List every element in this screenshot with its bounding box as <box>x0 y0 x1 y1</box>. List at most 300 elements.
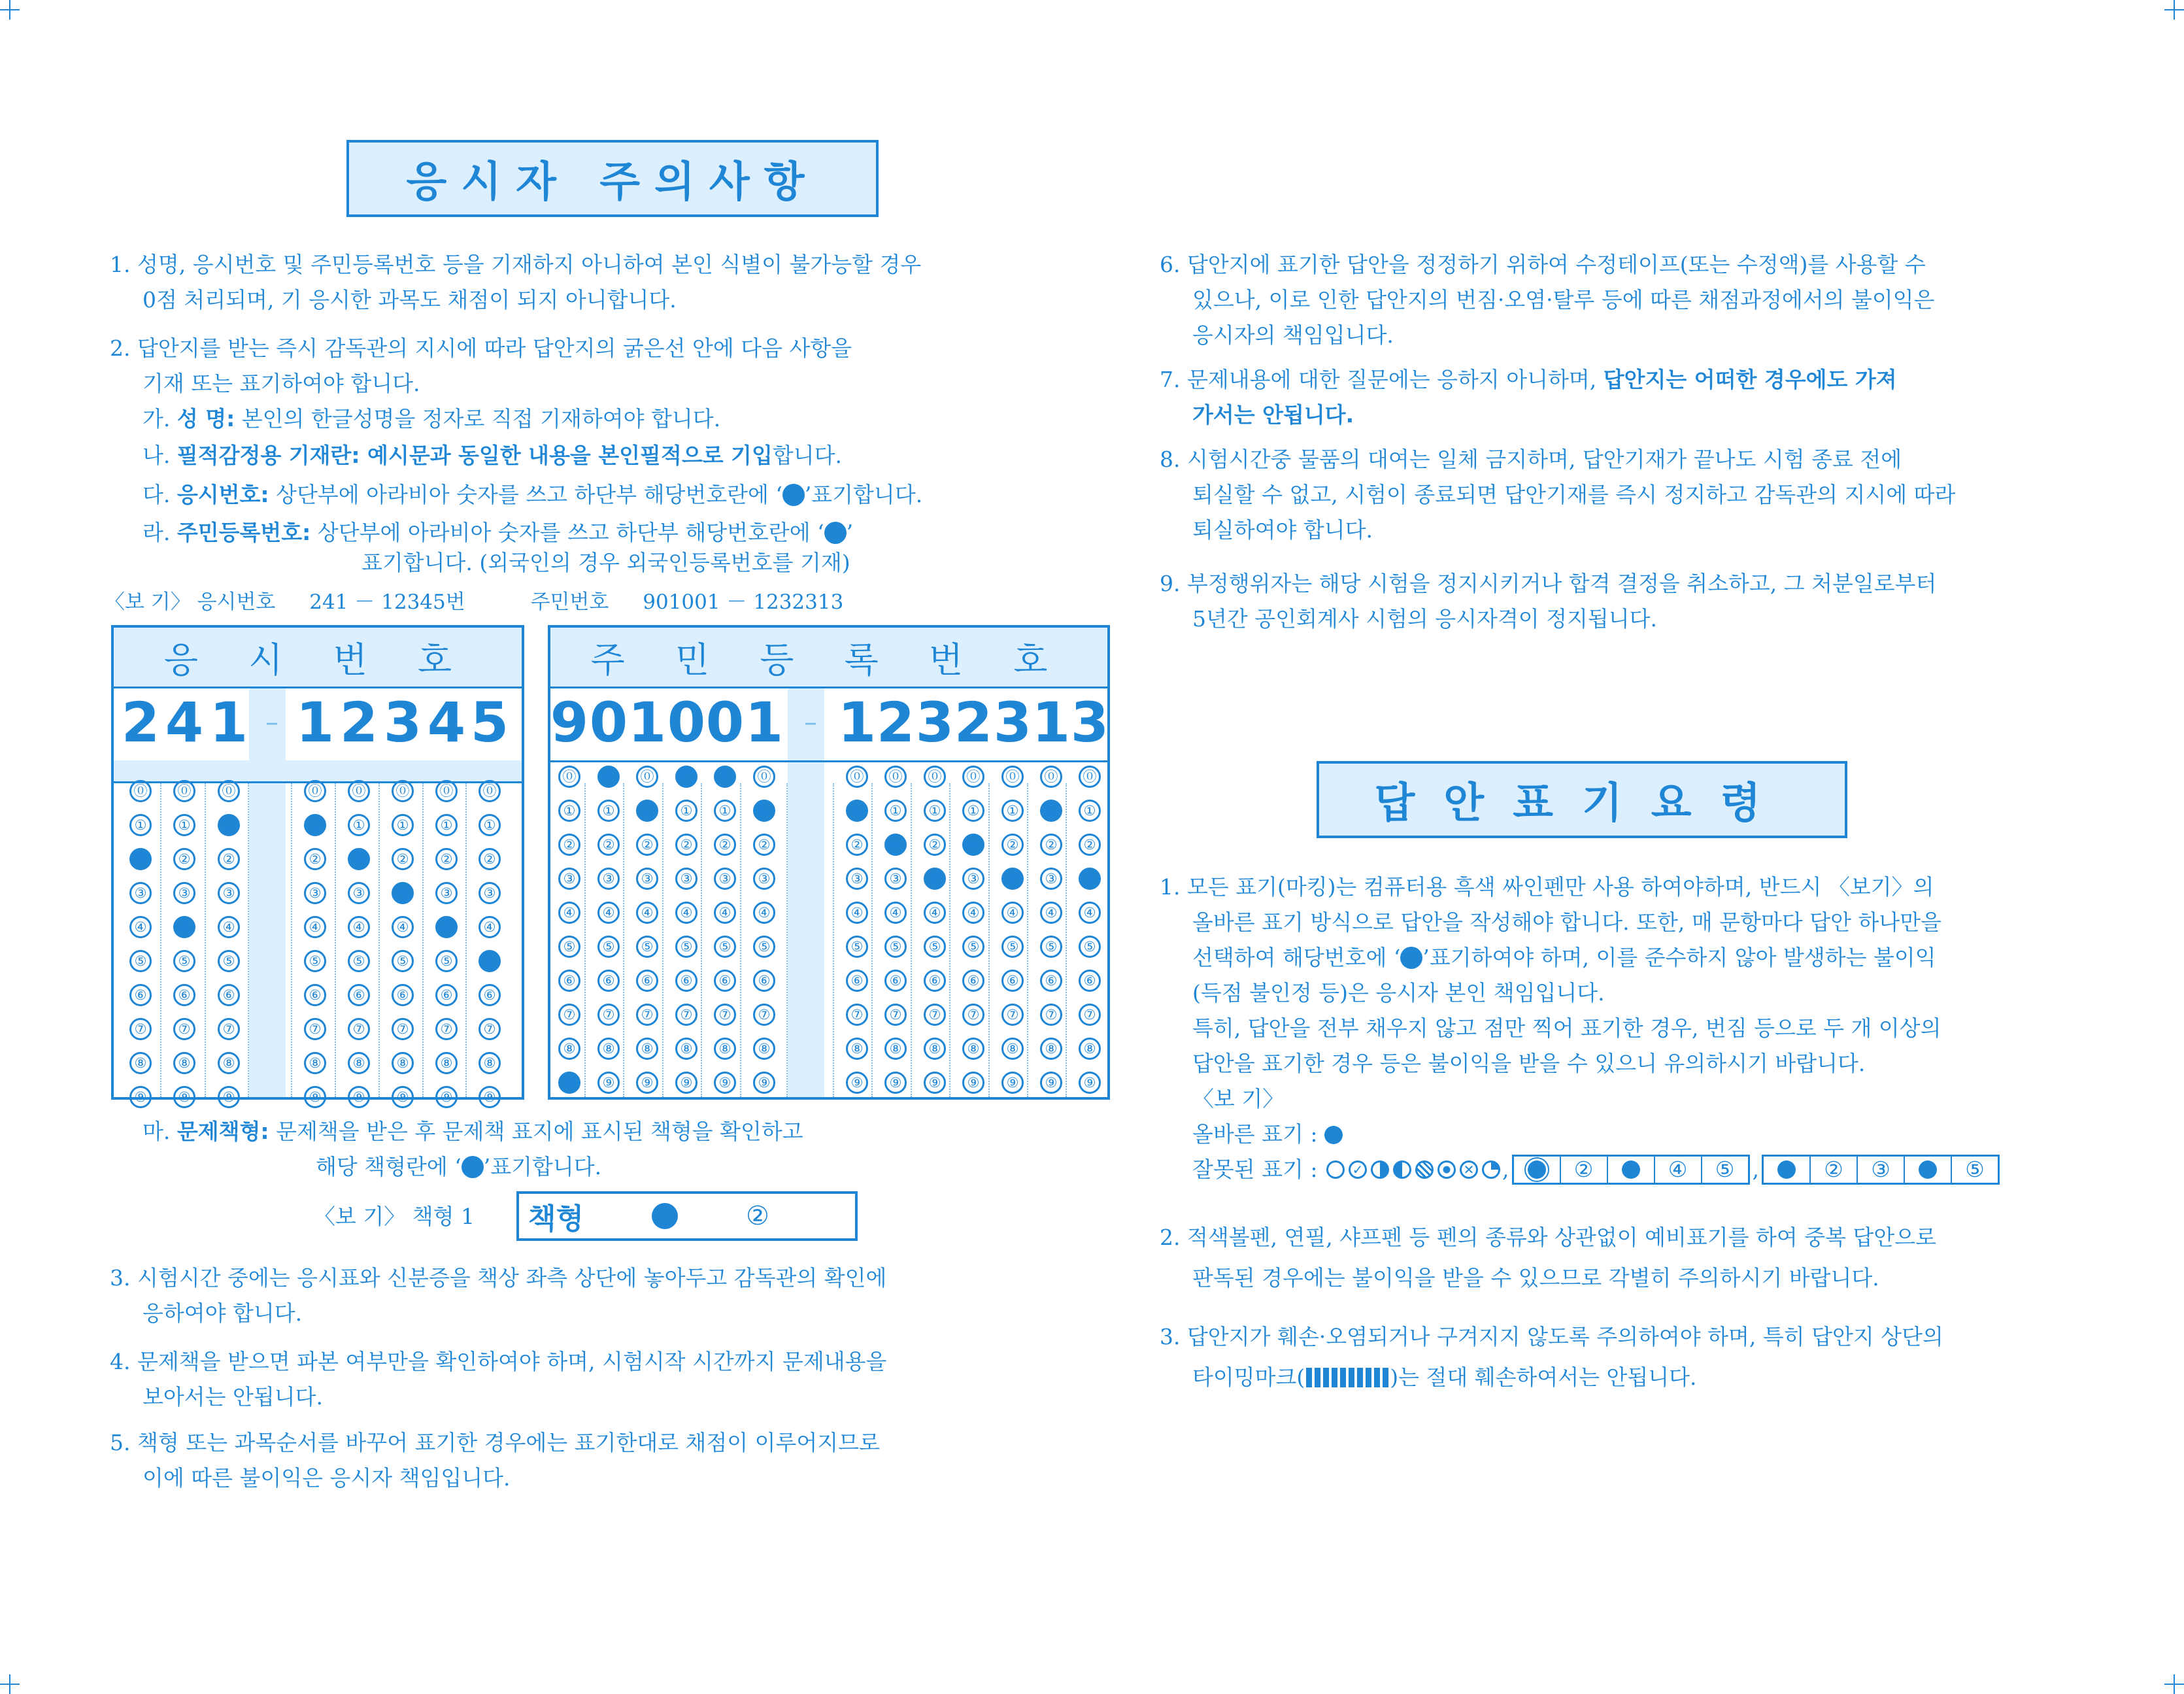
answer-bubble[interactable]: ④ <box>348 916 370 938</box>
answer-bubble[interactable]: ⑥ <box>173 984 195 1006</box>
answer-bubble[interactable]: ⑥ <box>392 984 414 1006</box>
answer-bubble[interactable]: ⑤ <box>675 936 697 958</box>
booklet-example-box <box>516 1191 858 1241</box>
answer-bubble[interactable]: ⑦ <box>846 1004 868 1026</box>
group-cell <box>1905 1157 1952 1183</box>
answer-bubble[interactable]: ② <box>714 834 736 856</box>
column-divider <box>662 783 664 1097</box>
crop-mark <box>0 0 20 20</box>
answer-bubble[interactable]: ⑥ <box>479 984 501 1006</box>
filled-bubble[interactable]: ① <box>304 814 326 836</box>
rrn-omr <box>548 625 1110 1100</box>
column-divider <box>740 783 741 1097</box>
answer-bubble[interactable]: ⑧ <box>1001 1038 1024 1060</box>
answer-bubble[interactable]: ⑤ <box>924 936 946 958</box>
answer-bubble[interactable]: ④ <box>1001 902 1024 924</box>
notice-item-8 <box>1160 442 1955 548</box>
sub-text: 상단부에 아라비아 숫자를 쓰고 하단부 해당번호란에 ‘ <box>269 482 782 507</box>
answer-bubble[interactable]: ③ <box>173 882 195 904</box>
handwritten-digit: 0 <box>705 690 745 754</box>
answer-bubble[interactable]: ⓪ <box>129 780 152 802</box>
group-cell <box>1608 1157 1655 1183</box>
answer-bubble[interactable]: ⑥ <box>218 984 240 1006</box>
answer-bubble[interactable]: ⑧ <box>348 1052 370 1074</box>
answer-bubble[interactable]: ① <box>435 814 458 836</box>
answer-bubble[interactable]: ⑤ <box>558 936 580 958</box>
sub-text: 합니다. <box>772 443 842 468</box>
answer-bubble[interactable]: ⑧ <box>1040 1038 1062 1060</box>
answer-bubble[interactable]: ⑦ <box>714 1004 736 1026</box>
answer-bubble[interactable]: ⑦ <box>435 1018 458 1040</box>
answer-bubble[interactable]: ② <box>392 848 414 870</box>
answer-bubble[interactable]: ④ <box>846 902 868 924</box>
answer-bubble[interactable]: ⓪ <box>846 766 868 788</box>
answer-bubble[interactable]: ⑧ <box>1079 1038 1101 1060</box>
answer-bubble[interactable]: ① <box>1001 800 1024 822</box>
answer-bubble[interactable]: ③ <box>129 882 152 904</box>
filled-bubble[interactable]: ③ <box>1079 868 1101 890</box>
answer-bubble[interactable]: ③ <box>884 868 907 890</box>
handwritten-digit: 2 <box>954 690 993 754</box>
answer-bubble[interactable]: ② <box>304 848 326 870</box>
answer-bubble[interactable]: ① <box>348 814 370 836</box>
filled-bubble[interactable]: ⓪ <box>675 766 697 788</box>
answer-bubble[interactable]: ⑦ <box>129 1018 152 1040</box>
text-segment-bold: 가서는 안됩니다. <box>1192 402 1354 428</box>
filled-bubble[interactable]: ② <box>348 848 370 870</box>
answer-bubble[interactable]: ⑨ <box>435 1086 458 1108</box>
answer-bubble[interactable]: ④ <box>636 902 658 924</box>
answer-bubble[interactable]: ⓪ <box>1079 766 1101 788</box>
handwritten-digit: 3 <box>993 690 1032 754</box>
filled-bubble[interactable]: ① <box>1040 800 1062 822</box>
filled-bubble[interactable]: ① <box>846 800 868 822</box>
answer-bubble[interactable]: ⑤ <box>753 936 775 958</box>
answer-bubble[interactable]: ⑤ <box>846 936 868 958</box>
answer-bubble[interactable]: ⑨ <box>173 1086 195 1108</box>
dot-in-circle-icon <box>1437 1160 1456 1179</box>
answer-bubble[interactable]: ⑨ <box>714 1072 736 1094</box>
marking-guide-title <box>1317 761 1847 838</box>
crop-mark <box>0 1674 20 1694</box>
example-rrn: 901001 － 1232313 <box>643 590 844 614</box>
answer-bubble[interactable]: ② <box>636 834 658 856</box>
filled-mark-icon <box>652 1203 678 1229</box>
page-title <box>346 140 879 217</box>
answer-bubble[interactable]: ⑧ <box>129 1052 152 1074</box>
answer-bubble[interactable]: ⑤ <box>1079 936 1101 958</box>
answer-bubble[interactable]: ⑧ <box>558 1038 580 1060</box>
answer-bubble[interactable]: ③ <box>675 868 697 890</box>
answer-bubble[interactable]: ③ <box>304 882 326 904</box>
answer-bubble[interactable]: ⑧ <box>714 1038 736 1060</box>
answer-bubble[interactable]: ⑦ <box>675 1004 697 1026</box>
answer-bubble[interactable]: ⑤ <box>597 936 620 958</box>
answer-bubble[interactable]: ⑦ <box>636 1004 658 1026</box>
answer-bubble[interactable]: ⑥ <box>636 970 658 992</box>
answer-bubble[interactable]: ⑤ <box>884 936 907 958</box>
answer-bubble[interactable]: ⑧ <box>173 1052 195 1074</box>
answer-bubble[interactable]: ① <box>392 814 414 836</box>
text-line: 있으나, 이로 인한 답안지의 번짐·오염·탈루 등에 따른 채점과정에서의 불이익은 <box>1192 287 1935 313</box>
text-line: 8. 시험시간중 물품의 대여는 일체 금지하며, 답안기재가 끝나도 시험 종료 전에 <box>1160 447 1902 472</box>
answer-bubble[interactable]: ⑥ <box>348 984 370 1006</box>
filled-bubble[interactable]: ① <box>218 814 240 836</box>
answer-bubble[interactable]: ⑨ <box>218 1086 240 1108</box>
answer-bubble[interactable]: ⓪ <box>348 780 370 802</box>
sub-item-ma <box>143 1114 803 1185</box>
answer-bubble[interactable]: ④ <box>884 902 907 924</box>
answer-bubble[interactable]: ③ <box>558 868 580 890</box>
answer-bubble[interactable]: ⑤ <box>348 950 370 972</box>
answer-bubble[interactable]: ① <box>173 814 195 836</box>
answer-bubble[interactable]: ⑨ <box>479 1086 501 1108</box>
handwritten-digit: 3 <box>915 690 954 754</box>
answer-bubble[interactable]: ③ <box>962 868 984 890</box>
filled-bubble[interactable]: ② <box>884 834 907 856</box>
wrong-mark-line: 잘못된 표기 : ✓ ✕ , ② ④ ⑤ , ② ③ ⑤ <box>1160 1152 2002 1187</box>
answer-bubble[interactable]: ⑧ <box>435 1052 458 1074</box>
filled-bubble[interactable]: ① <box>753 800 775 822</box>
answer-bubble[interactable]: ⑨ <box>1040 1072 1062 1094</box>
answer-bubble[interactable]: ⑧ <box>636 1038 658 1060</box>
answer-bubble[interactable]: ⑤ <box>304 950 326 972</box>
answer-bubble[interactable]: ⑤ <box>636 936 658 958</box>
column-divider <box>465 783 467 1097</box>
answer-bubble[interactable]: ① <box>597 800 620 822</box>
answer-bubble[interactable]: ④ <box>129 916 152 938</box>
answer-bubble[interactable]: ④ <box>1079 902 1101 924</box>
answer-bubble[interactable]: ⓪ <box>479 780 501 802</box>
timing-mark-icon <box>1305 1364 1390 1390</box>
crop-mark <box>2164 0 2184 20</box>
answer-bubble[interactable]: ① <box>1079 800 1101 822</box>
sub-prefix: 가. <box>143 406 177 432</box>
answer-bubble[interactable]: ② <box>924 834 946 856</box>
answer-bubble[interactable]: ③ <box>597 868 620 890</box>
answer-bubble[interactable]: ② <box>479 848 501 870</box>
column-divider <box>291 783 292 1097</box>
rrn-title: 주 민 등 록 번 호 <box>550 628 1107 688</box>
answer-bubble[interactable]: ④ <box>479 916 501 938</box>
answer-bubble[interactable]: ② <box>173 848 195 870</box>
filled-bubble[interactable]: ③ <box>924 868 946 890</box>
answer-bubble[interactable]: ① <box>714 800 736 822</box>
answer-bubble[interactable]: ③ <box>1040 868 1062 890</box>
answer-bubble[interactable]: ⑥ <box>1079 970 1101 992</box>
text-line <box>1160 940 2002 975</box>
answer-bubble[interactable]: ⑦ <box>558 1004 580 1026</box>
filled-bubble[interactable]: ④ <box>435 916 458 938</box>
text-line: (득점 불인정 등)은 응시자 본인 책임입니다. <box>1192 980 1605 1006</box>
filled-bubble[interactable]: ② <box>962 834 984 856</box>
answer-bubble[interactable]: ② <box>1001 834 1024 856</box>
group-cell: ⑤ <box>1965 1157 1985 1182</box>
text-line: 0점 처리되며, 기 응시한 과목도 채점이 되지 아니합니다. <box>143 287 677 313</box>
answer-bubble[interactable]: ⑧ <box>218 1052 240 1074</box>
answer-bubble[interactable]: ⑥ <box>962 970 984 992</box>
answer-bubble[interactable]: ② <box>675 834 697 856</box>
answer-bubble[interactable]: ⑨ <box>392 1086 414 1108</box>
answer-bubble[interactable]: ⑤ <box>218 950 240 972</box>
answer-bubble[interactable]: ⑦ <box>173 1018 195 1040</box>
overfilled-mark-icon <box>1528 1160 1546 1179</box>
text-line: 보아서는 안됩니다. <box>143 1384 324 1410</box>
filled-bubble[interactable]: ② <box>129 848 152 870</box>
answer-bubble[interactable]: ⑧ <box>924 1038 946 1060</box>
answer-bubble[interactable]: ⑤ <box>392 950 414 972</box>
answer-bubble[interactable]: ③ <box>753 868 775 890</box>
column-divider <box>160 783 161 1097</box>
filled-mark-icon <box>782 484 805 506</box>
answer-bubble[interactable]: ⑧ <box>304 1052 326 1074</box>
sub-prefix: 마. <box>143 1119 177 1144</box>
answer-bubble[interactable]: ② <box>558 834 580 856</box>
answer-bubble[interactable]: ⑨ <box>962 1072 984 1094</box>
filled-bubble[interactable]: ④ <box>173 916 195 938</box>
answer-bubble[interactable]: ③ <box>636 868 658 890</box>
wrong-group-2 <box>1762 1155 2000 1185</box>
correct-mark-line <box>1160 1117 2002 1152</box>
answer-bubble[interactable]: ④ <box>558 902 580 924</box>
answer-bubble[interactable]: ⑦ <box>1079 1004 1101 1026</box>
answer-bubble[interactable]: ⑥ <box>1001 970 1024 992</box>
text-segment: )는 절대 훼손하여서는 안됩니다. <box>1390 1364 1697 1390</box>
answer-bubble[interactable]: ① <box>479 814 501 836</box>
notice-item-7 <box>1160 362 1897 433</box>
column-divider <box>949 783 950 1097</box>
answer-bubble[interactable]: ⑨ <box>753 1072 775 1094</box>
answer-bubble[interactable]: ① <box>884 800 907 822</box>
answer-bubble[interactable]: ⑧ <box>753 1038 775 1060</box>
answer-bubble[interactable]: ⑦ <box>1001 1004 1024 1026</box>
text-line: 3. 시험시간 중에는 응시표와 신분증을 책상 좌측 상단에 놓아두고 감독관의 확인에 <box>110 1265 887 1291</box>
answer-bubble[interactable]: ⑦ <box>1040 1004 1062 1026</box>
sub-label: 성 명: <box>176 406 235 432</box>
answer-bubble[interactable]: ⑥ <box>675 970 697 992</box>
answer-bubble[interactable]: ⓪ <box>218 780 240 802</box>
answer-bubble[interactable]: ⑦ <box>304 1018 326 1040</box>
answer-bubble[interactable]: ⑦ <box>962 1004 984 1026</box>
answer-bubble[interactable]: ⑨ <box>675 1072 697 1094</box>
answer-bubble[interactable]: ⑨ <box>846 1072 868 1094</box>
handwritten-digit: 1 <box>209 690 248 754</box>
answer-bubble[interactable]: ③ <box>714 868 736 890</box>
answer-bubble[interactable]: ⓪ <box>924 766 946 788</box>
answer-bubble[interactable]: ④ <box>218 916 240 938</box>
answer-bubble[interactable]: ⑥ <box>129 984 152 1006</box>
answer-bubble[interactable]: ⑨ <box>348 1086 370 1108</box>
example-label: 〈보 기〉 <box>1192 1086 1285 1111</box>
notice-item-9 <box>1160 566 1936 637</box>
text-line: 이에 따른 불이익은 응시자 책임입니다. <box>143 1465 511 1491</box>
answer-bubble[interactable]: ⑦ <box>884 1004 907 1026</box>
column-divider <box>422 783 424 1097</box>
answer-bubble[interactable]: ⓪ <box>753 766 775 788</box>
answer-bubble[interactable]: ⑨ <box>304 1086 326 1108</box>
column-divider <box>1066 783 1067 1097</box>
answer-bubble[interactable]: ⑦ <box>218 1018 240 1040</box>
answer-bubble[interactable]: ① <box>558 800 580 822</box>
filled-bubble[interactable]: ⓪ <box>597 766 620 788</box>
answer-bubble[interactable]: ⑥ <box>884 970 907 992</box>
answer-bubble[interactable]: ③ <box>435 882 458 904</box>
answer-bubble[interactable]: ⑥ <box>714 970 736 992</box>
text-segment: 선택하여 해당번호에 ‘ <box>1192 945 1401 970</box>
answer-bubble[interactable]: ⑤ <box>714 936 736 958</box>
notice-item-6 <box>1160 247 1934 353</box>
answer-bubble[interactable]: ⑥ <box>924 970 946 992</box>
answer-bubble[interactable]: ⑨ <box>129 1086 152 1108</box>
answer-bubble[interactable]: ① <box>129 814 152 836</box>
answer-bubble[interactable]: ① <box>675 800 697 822</box>
answer-bubble[interactable]: ③ <box>218 882 240 904</box>
example-exam-number: 241 － 12345번 <box>309 590 465 614</box>
notice-item-3 <box>110 1261 886 1331</box>
answer-bubble[interactable]: ⓪ <box>962 766 984 788</box>
answer-bubble[interactable]: ② <box>435 848 458 870</box>
filled-bubble[interactable]: ③ <box>1001 868 1024 890</box>
booklet-option-2: ② <box>746 1201 769 1231</box>
answer-bubble[interactable]: ④ <box>392 916 414 938</box>
answer-bubble[interactable]: ⑤ <box>129 950 152 972</box>
answer-bubble[interactable]: ⑧ <box>884 1038 907 1060</box>
answer-bubble[interactable]: ② <box>597 834 620 856</box>
answer-bubble[interactable]: ⓪ <box>558 766 580 788</box>
answer-bubble[interactable]: ④ <box>753 902 775 924</box>
notice-item-5 <box>110 1425 880 1496</box>
answer-bubble[interactable]: ④ <box>304 916 326 938</box>
half-filled-left-icon <box>1393 1160 1411 1179</box>
answer-bubble[interactable]: ⑦ <box>753 1004 775 1026</box>
answer-bubble[interactable]: ④ <box>1040 902 1062 924</box>
answer-bubble[interactable]: ④ <box>714 902 736 924</box>
answer-bubble[interactable]: ⑧ <box>675 1038 697 1060</box>
text-line: 1. 모든 표기(마킹)는 컴퓨터용 흑색 싸인펜만 사용 하여야하며, 반드시 〈보기〉의 <box>1160 874 1934 900</box>
answer-bubble[interactable]: ⑥ <box>435 984 458 1006</box>
filled-bubble[interactable]: ③ <box>392 882 414 904</box>
filled-bubble[interactable]: ⑨ <box>558 1072 580 1094</box>
marking-guide-title-text: 답안표기요령 <box>1374 779 1790 828</box>
quarter-filled-icon <box>1482 1160 1500 1179</box>
answer-bubble[interactable]: ⓪ <box>304 780 326 802</box>
handwritten-digit: 4 <box>165 690 204 754</box>
answer-bubble[interactable]: ⑥ <box>753 970 775 992</box>
answer-bubble[interactable]: ⑦ <box>479 1018 501 1040</box>
filled-bubble[interactable]: ⑤ <box>479 950 501 972</box>
column-divider <box>988 783 990 1097</box>
answer-bubble[interactable]: ⑥ <box>304 984 326 1006</box>
answer-bubble[interactable]: ⓪ <box>1001 766 1024 788</box>
answer-bubble[interactable]: ④ <box>924 902 946 924</box>
answer-bubble[interactable]: ① <box>962 800 984 822</box>
answer-bubble[interactable]: ⑤ <box>1040 936 1062 958</box>
handwritten-digit: 1 <box>295 690 335 754</box>
handwritten-digit: 1 <box>1032 690 1071 754</box>
sub-text: ’ <box>846 520 854 545</box>
answer-bubble[interactable]: ⑨ <box>636 1072 658 1094</box>
answer-bubble[interactable]: ⑧ <box>846 1038 868 1060</box>
answer-bubble[interactable]: ⓪ <box>636 766 658 788</box>
answer-bubble[interactable]: ⑤ <box>1001 936 1024 958</box>
answer-bubble[interactable]: ⓪ <box>884 766 907 788</box>
text-line: 9. 부정행위자는 해당 시험을 정지시키거나 합격 결정을 취소하고, 그 처분일로부터 <box>1160 571 1937 596</box>
answer-bubble[interactable]: ⑦ <box>597 1004 620 1026</box>
answer-bubble[interactable]: ③ <box>479 882 501 904</box>
answer-bubble[interactable]: ⑨ <box>597 1072 620 1094</box>
answer-bubble[interactable]: ⑤ <box>173 950 195 972</box>
column-divider <box>833 783 834 1097</box>
answer-bubble[interactable]: ④ <box>675 902 697 924</box>
answer-bubble[interactable]: ⑧ <box>597 1038 620 1060</box>
answer-bubble[interactable]: ⑥ <box>597 970 620 992</box>
answer-bubble[interactable]: ⑥ <box>1040 970 1062 992</box>
handwritten-digit: 1 <box>745 690 784 754</box>
column-divider <box>335 783 336 1097</box>
text-line: 기재 또는 표기하여야 합니다. <box>143 371 420 396</box>
answer-bubble[interactable]: ⑦ <box>392 1018 414 1040</box>
text-line: 특히, 답안을 전부 채우지 않고 점만 찍어 표기한 경우, 번짐 등으로 두 개 이상의 <box>1192 1015 1941 1041</box>
sub-prefix: 나. <box>143 443 177 468</box>
answer-bubble[interactable]: ④ <box>962 902 984 924</box>
answer-bubble[interactable]: ② <box>1040 834 1062 856</box>
exam-number-omr <box>111 625 524 1105</box>
answer-bubble[interactable]: ③ <box>348 882 370 904</box>
booklet-example-caption: 〈보 기〉 책형 1 <box>314 1204 475 1229</box>
text-line: 5년간 공인회계사 시험의 응시자격이 정지됩니다. <box>1192 606 1658 632</box>
answer-bubble[interactable]: ⑦ <box>924 1004 946 1026</box>
handwritten-digit: 3 <box>383 690 422 754</box>
answer-bubble[interactable]: ⑨ <box>924 1072 946 1094</box>
answer-bubble[interactable]: ⓪ <box>1040 766 1062 788</box>
answer-bubble[interactable]: ⓪ <box>435 780 458 802</box>
wrong-group-1 <box>1512 1155 1750 1185</box>
answer-bubble[interactable]: ⑤ <box>962 936 984 958</box>
group-cell: ② <box>1811 1157 1858 1183</box>
answer-bubble[interactable]: ⓪ <box>173 780 195 802</box>
answer-bubble[interactable]: ④ <box>597 902 620 924</box>
answer-bubble[interactable]: ⑨ <box>884 1072 907 1094</box>
answer-bubble[interactable]: ⑥ <box>846 970 868 992</box>
handwritten-digit: 3 <box>1070 690 1109 754</box>
answer-bubble[interactable]: ② <box>218 848 240 870</box>
answer-bubble[interactable]: ① <box>924 800 946 822</box>
answer-bubble[interactable]: ② <box>1079 834 1101 856</box>
answer-bubble[interactable]: ⑧ <box>392 1052 414 1074</box>
notice-item-4 <box>110 1344 886 1415</box>
sub-prefix: 라. <box>143 520 177 545</box>
answer-bubble[interactable]: ② <box>753 834 775 856</box>
answer-bubble[interactable]: ⑨ <box>1001 1072 1024 1094</box>
column-divider <box>623 783 624 1097</box>
answer-bubble[interactable]: ③ <box>846 868 868 890</box>
filled-bubble[interactable]: ① <box>636 800 658 822</box>
answer-bubble[interactable]: ⑧ <box>479 1052 501 1074</box>
sub-prefix: 다. <box>143 482 177 507</box>
filled-mark-icon <box>462 1156 484 1178</box>
filled-bubble[interactable]: ⓪ <box>714 766 736 788</box>
answer-bubble[interactable]: ⑤ <box>435 950 458 972</box>
answer-bubble[interactable]: ⑨ <box>1079 1072 1101 1094</box>
answer-bubble[interactable]: ⑥ <box>558 970 580 992</box>
text-line: 4. 문제책을 받으면 파본 여부만을 확인하여야 하며, 시험시작 시간까지 문제내용을 <box>110 1349 887 1374</box>
answer-bubble[interactable]: ② <box>846 834 868 856</box>
answer-bubble[interactable]: ⓪ <box>392 780 414 802</box>
answer-bubble[interactable]: ⑦ <box>348 1018 370 1040</box>
handwritten-digit: 0 <box>667 690 706 754</box>
answer-bubble[interactable]: ⑧ <box>962 1038 984 1060</box>
column-divider <box>871 783 873 1097</box>
